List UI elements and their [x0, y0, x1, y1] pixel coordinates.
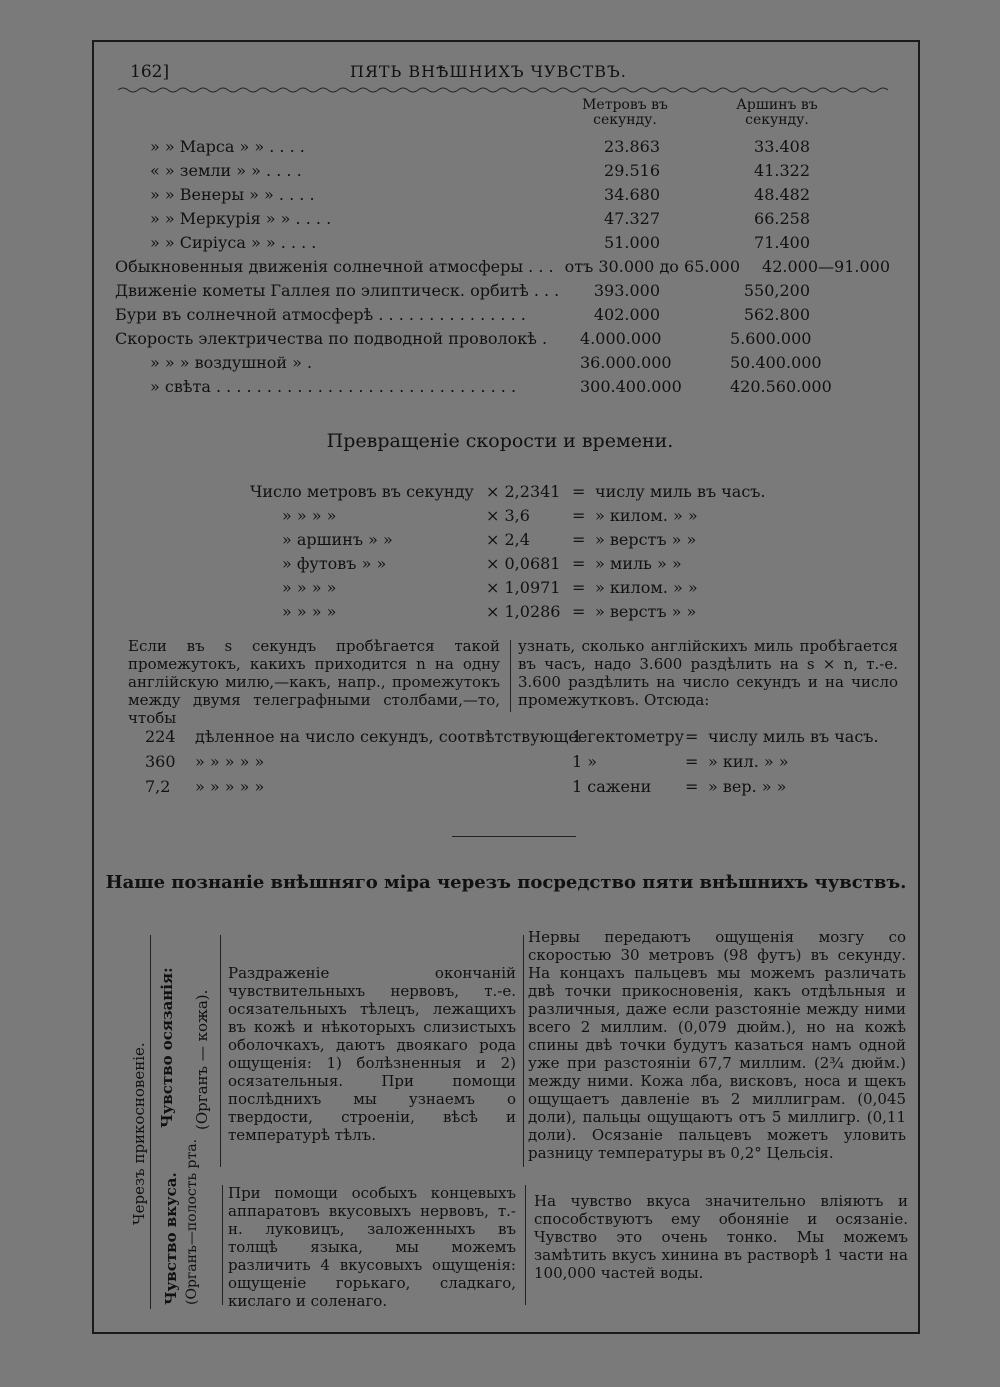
speed-row-arshin: 66.258 [754, 209, 810, 228]
speed-row-label: « » земли » » . . . . [150, 161, 302, 180]
outer-brace [150, 935, 151, 1309]
touch-note-brace [523, 935, 524, 1167]
speed-table-row [110, 281, 890, 303]
speed-row-meters: 34.680 [604, 185, 660, 204]
division-result: » кил. » » [708, 752, 789, 771]
col-header-meters: Метровъ въ секунду. [582, 97, 668, 128]
speed-row-arshin: 33.408 [754, 137, 810, 156]
division-equals: = [685, 777, 699, 796]
speed-row-label: » » Меркурія » » . . . . [150, 209, 332, 228]
page-header-title: ПЯТЬ ВНѢШНИХЪ ЧУВСТВЪ. [350, 62, 627, 81]
speed-row-meters: 29.516 [604, 161, 660, 180]
taste-label: Чувство вкуса. [162, 1172, 180, 1305]
speed-row-meters: 402.000 [593, 305, 660, 324]
speed-row-arshin: 420.560.000 [730, 377, 832, 396]
conversion-equals: = [572, 578, 586, 597]
division-equals: = [685, 727, 699, 746]
speed-row-meters: 4.000.000 [580, 329, 662, 348]
speed-row-meters: 23.863 [604, 137, 660, 156]
conversion-right: » миль » » [595, 554, 682, 573]
header-wavy-rule [118, 86, 888, 94]
column-divider [510, 640, 511, 712]
conversion-equals: = [572, 530, 586, 549]
conversion-row [250, 482, 810, 504]
senses-outer-label: Черезъ прикосновеніе. [130, 1042, 148, 1225]
speed-row-arshin: 50.400.000 [730, 353, 822, 372]
speed-row-label: » » » воздушной » . [150, 353, 313, 372]
speed-row-label: Движеніе кометы Галлея по элиптическ. орбитѣ . . . [115, 281, 560, 300]
division-text: » » » » » [195, 752, 265, 771]
conversion-equals: = [572, 506, 586, 525]
speed-row-meters: 36.000.000 [580, 353, 672, 372]
division-result: числу миль въ часъ. [708, 727, 879, 746]
division-equals: = [685, 752, 699, 771]
speed-row-label: » » Венеры » » . . . . [150, 185, 315, 204]
touch-organ: (Органъ — кожа). [193, 989, 211, 1130]
speed-row-arshin: 562.800 [743, 305, 810, 324]
conversion-left: » » » » [282, 506, 337, 525]
touch-note: Нервы передаютъ ощущенія мозгу со скоростью 30 метровъ (98 футъ) въ секунду. На концахъ пальцевъ мы можемъ различать двѣ точки прикосновенія, какъ отдѣльныя и различныя, даже если разстояніе между ними всего 2 миллим. (0,079 дюйм.), но на кожѣ спины двѣ точки будутъ казаться намъ одной уже при разстояніи 67,7 миллим. (2¾ дюйм.) между ними. Кожа лба, висковъ, носа и щекъ ощущаетъ давленіе въ 2 миллиграм. (0,045 доли), пальцы ощущаютъ отъ 5 миллигр. (0,11 доли). Осязаніе пальцевъ можетъ уловить разницу температуры въ 0,2° Цельсія. [528, 928, 906, 1162]
speed-table-row [110, 329, 890, 351]
conversion-right: » килом. » » [595, 578, 698, 597]
conversion-right: числу миль въ часъ. [595, 482, 766, 501]
page-number: 162] [130, 62, 170, 82]
conversion-row [250, 530, 810, 552]
speed-row-label: » » Сиріуса » » . . . . [150, 233, 317, 252]
section-title-conversion: Превращеніе скорости и времени. [326, 430, 674, 452]
conversion-multiplier: × 2,2341 [486, 482, 561, 501]
speed-row-label: Бури въ солнечной атмосферѣ . . . . . . . . . . . . . . . [115, 305, 526, 324]
speed-table-row [110, 209, 890, 231]
conversion-right: » верстъ » » [595, 530, 697, 549]
speed-row-arshin: 48.482 [754, 185, 810, 204]
conversion-row [250, 554, 810, 576]
touch-brace [220, 935, 221, 1167]
section-title-senses: Наше познаніе внѣшняго міра черезъ посредство пяти внѣшнихъ чувствъ. [105, 872, 907, 893]
division-row [140, 752, 900, 774]
conversion-right: » верстъ » » [595, 602, 697, 621]
conversion-row [250, 602, 810, 624]
speed-table-row [110, 233, 890, 255]
division-unit: 1 гектометру [572, 727, 685, 746]
speed-table-row [110, 137, 890, 159]
division-number: 224 [145, 727, 176, 746]
conversion-equals: = [572, 602, 586, 621]
conversion-left: Число метровъ въ секунду [250, 482, 474, 501]
taste-note-brace [525, 1185, 526, 1305]
conversion-multiplier: × 1,0971 [486, 578, 561, 597]
speed-table-row [110, 161, 890, 183]
speed-table-row [110, 185, 890, 207]
conversion-row [250, 578, 810, 600]
division-text: дѣленное на число секундъ, соотвѣтствующее [195, 727, 588, 746]
division-result: » вер. » » [708, 777, 787, 796]
conversion-left: » аршинъ » » [282, 530, 393, 549]
speed-row-arshin: 42.000—91.000 [762, 257, 890, 276]
speed-row-meters: 300.400.000 [580, 377, 682, 396]
col-header-arshin: Аршинъ въ секунду. [736, 97, 818, 128]
conversion-equals: = [572, 554, 586, 573]
speed-row-meters: 51.000 [604, 233, 660, 252]
conversion-multiplier: × 1,0286 [486, 602, 561, 621]
conversion-multiplier: × 0,0681 [486, 554, 561, 573]
taste-organ: (Органъ—полость рта. [184, 1138, 200, 1305]
speed-row-meters: 393.000 [593, 281, 660, 300]
touch-label: Чувство осязанія: [158, 967, 176, 1128]
speed-row-label: Скорость электричества по подводной проволокѣ . [115, 329, 548, 348]
section-separator [452, 836, 576, 837]
division-number: 360 [145, 752, 176, 771]
speed-row-arshin: 41.322 [754, 161, 810, 180]
speed-table-row [110, 377, 890, 399]
taste-brace [222, 1185, 223, 1305]
paragraph-left: Если въ s секундъ пробѣгается такой промежутокъ, какихъ приходится n на одну англійскую милю,—какъ, напр., промежутокъ между двумя телеграфными столбами,—то, чтобы [128, 637, 500, 727]
speed-row-arshin: 5.600.000 [730, 329, 812, 348]
division-text: » » » » » [195, 777, 265, 796]
speed-row-label: Обыкновенныя движенія солнечной атмосферы . . . [115, 257, 554, 276]
speed-row-label: » свѣта . . . . . . . . . . . . . . . . . . . . . . . . . . . . . . [150, 377, 517, 396]
speed-table-row [110, 305, 890, 327]
taste-note: На чувство вкуса значительно вліяютъ и способствуютъ ему обоняніе и осязаніе. Чувство это очень тонко. Мы можемъ замѣтить вкусъ хинина въ растворѣ 1 части на 100,000 частей воды. [534, 1192, 908, 1282]
conversion-multiplier: × 3,6 [486, 506, 530, 525]
speed-row-meters: отъ 30.000 до 65.000 [564, 257, 740, 276]
division-row [140, 727, 900, 749]
conversion-left: » » » » [282, 578, 337, 597]
division-number: 7,2 [145, 777, 171, 796]
conversion-left: » » » » [282, 602, 337, 621]
division-row [140, 777, 900, 799]
conversion-left: » футовъ » » [282, 554, 387, 573]
speed-row-arshin: 550,200 [743, 281, 810, 300]
conversion-multiplier: × 2,4 [486, 530, 530, 549]
conversion-row [250, 506, 810, 528]
speed-row-meters: 47.327 [604, 209, 660, 228]
touch-description: Раздраженіе окончаній чувствительныхъ нервовъ, т.-е. осязательныхъ тѣлецъ, лежащихъ въ кожѣ и нѣкоторыхъ слизистыхъ оболочкахъ, даютъ двоякаго рода ощущенія: 1) болѣзненныя и 2) осязательныя. При помощи послѣднихъ мы узнаемъ о твердости, строеніи, вѣсѣ и температурѣ тѣлъ. [228, 964, 516, 1144]
division-unit: 1 » [572, 752, 598, 771]
taste-description: При помощи особыхъ концевыхъ аппаратовъ вкусовыхъ нервовъ, т.-н. луковицъ, заложенныхъ въ толщѣ языка, мы можемъ различить 4 вкусовыхъ ощущенія: ощущеніе горькаго, сладкаго, кислаго и соленаго. [228, 1184, 516, 1310]
conversion-equals: = [572, 482, 586, 501]
speed-row-label: » » Марса » » . . . . [150, 137, 305, 156]
paragraph-right: узнать, сколько англійскихъ миль пробѣгается въ часъ, надо 3.600 раздѣлить на s × n, т.-е. 3.600 раздѣлить на число секундъ и на число промежутковъ. Отсюда: [518, 637, 898, 709]
speed-table-row [110, 257, 890, 279]
speed-row-arshin: 71.400 [754, 233, 810, 252]
speed-table-row [110, 353, 890, 375]
division-unit: 1 сажени [572, 777, 652, 796]
conversion-right: » килом. » » [595, 506, 698, 525]
